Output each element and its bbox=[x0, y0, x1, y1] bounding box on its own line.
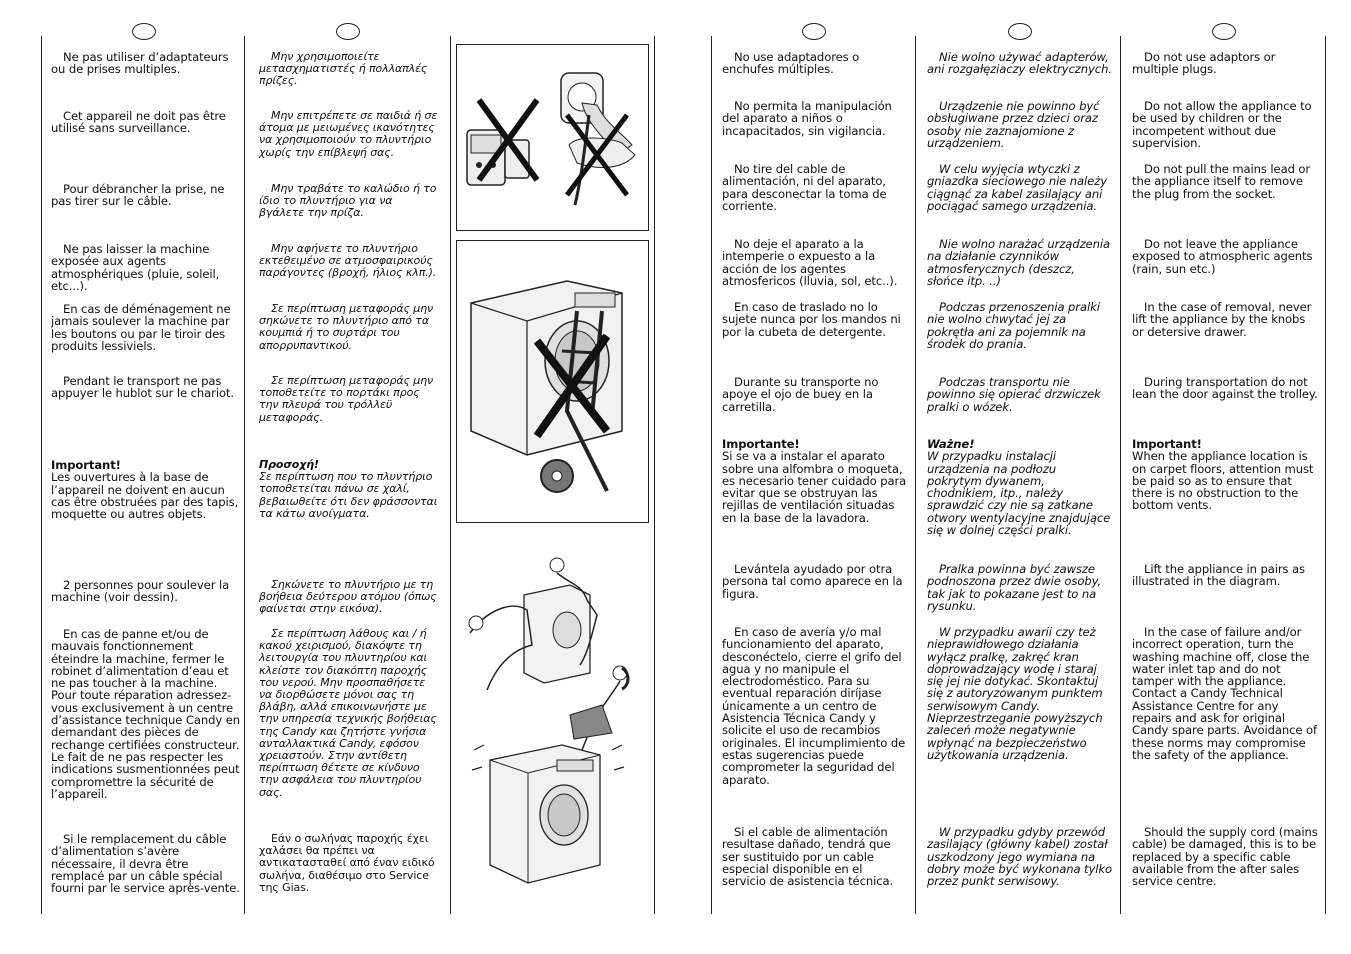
gr-item: Μην χρησιμοποιείτε μετασχηματιστές ή πολλαπλές πρίζες. bbox=[259, 50, 428, 88]
en-item: During transportation do not lean the door against the trolley. bbox=[1132, 375, 1318, 402]
column-polish bbox=[927, 51, 1113, 911]
es-item: No tire del cable de alimentación, ni del aparato, para desconectar la toma de corriente. bbox=[722, 162, 887, 213]
fr-item: Si le remplacement du câble d’alimentation s’avère nécessaire, il devra être remplacé par un câble spécial fourni par le service après-vente. bbox=[51, 832, 240, 896]
fr-item: Cet appareil ne doit pas être utilisé sans surveillance. bbox=[51, 109, 226, 136]
adaptor-plug-crossed-icon bbox=[467, 100, 537, 185]
en-item: In the case of failure and/or incorrect operation, turn the washing machine off, close the water inlet tap and do not tamper with the appliance. Contact a Candy Technical Assistance Centre for any repairs and ask for original Candy spare parts. Avoidance of these norms may compromise the safety of the appliance. bbox=[1132, 625, 1317, 762]
column-rule bbox=[41, 36, 42, 914]
gr-item: Μην αφήνετε το πλυντήριο εκτεθειμένο σε ατμοσφαιρικούς παράγοντες (βροχή, ήλιος κλπ.). bbox=[259, 242, 437, 280]
gr-item: Σε περίπτωση λάθους και / ή κακού χειρισμού, διακόψτε τη λειτουργία του πλυντηρίου και κλείστε τον διακόπτη παροχής του νερού. Μην προσπαθήσετε να διορθώσετε μόνοι σας τη βλάβη, αλλά επικοινωνήστε με την υπηρεσία τεχνικής βοήθειας της Candy και ζητήστε γνήσια ανταλλακτικά Candy, εφόσον χρειαστούν. Στην αντίθετη περίπτωση θέτετε σε κίνδυνο την ασφάλεια του πλυντηρίου σας. bbox=[259, 627, 437, 799]
fr-important-label: Important! bbox=[51, 458, 121, 472]
column-rule bbox=[711, 36, 712, 914]
pl-item: Podczas przenoszenia pralki nie wolno chwytać jej za pokrętła ani za pojemnik na środek do prania. bbox=[927, 300, 1100, 351]
pl-item: W przypadku awarii czy też nieprawidłowego działania wyłącz pralkę, zakręć kran doprowadzający wodę i staraj się jej nie dotykać. Skontaktuj się z autoryzowanym punktem serwisowym Candy. Nieprzestrzeganie powyższych zaleceń może negatywnie wpłynąć na bezpieczeństwo użytkowania urządzenia. bbox=[927, 625, 1103, 762]
gr-item: Σε περίπτωση που το πλυντήριο τοποθετείται πάνω σε χαλί, βεβαιωθείτε ότι δεν φράσσονται τα κάτω ανοίγματα. bbox=[259, 470, 438, 520]
en-item: Do not use adaptors or multiple plugs. bbox=[1132, 50, 1276, 77]
washer-icon bbox=[472, 745, 624, 883]
column-greek bbox=[259, 51, 439, 911]
es-item: Durante su transporte no apoye el ojo de buey en la carretilla. bbox=[722, 375, 879, 414]
pl-item: Nie wolno używać adapterów, ani rozgałęziaczy elektrycznych. bbox=[927, 50, 1112, 77]
es-item: En caso de traslado no lo sujete nunca por los mandos ni por la cubeta de detergente. bbox=[722, 300, 901, 339]
en-item: Should the supply cord (mains cable) be damaged, this is to be replaced by a specific cable available from the after sales service centre. bbox=[1132, 825, 1318, 889]
es-important-label: Importante! bbox=[722, 437, 800, 451]
washer-trolley-crossed-icon bbox=[471, 281, 622, 492]
pl-item: Nie wolno narażać urządzenia na działanie czynników atmosferycznych (deszcz, słońce itp. ..) bbox=[927, 237, 1110, 288]
gr-item: Σε περίπτωση μεταφοράς μην τοποθετείτε το πορτάκι προς την πλευρά του τρόλλεϋ μεταφοράς. bbox=[259, 374, 434, 424]
fr-item: Pour débrancher la prise, ne pas tirer sur le câble. bbox=[51, 182, 225, 209]
gr-item: Μην επιτρέπετε σε παιδιά ή σε άτομα με μειωμένες ικανότητες να χρησιμοποιούν το πλυντήριο χωρίς την επίβλεψή σας. bbox=[259, 109, 438, 159]
es-item: Levántela ayudado por otra persona tal como aparece en la figura. bbox=[722, 562, 903, 601]
gr-item: Σε περίπτωση μεταφοράς μην σηκώνετε το πλυντήριο από τα κουμπιά ή το συρτάρι του απορρυπαντικού. bbox=[259, 302, 434, 352]
illustration-plugs bbox=[456, 44, 649, 231]
language-marker bbox=[1008, 23, 1032, 40]
fr-item: 2 personnes pour soulever la machine (voir dessin). bbox=[51, 578, 230, 605]
fr-item: En cas de déménagement ne jamais soulever la machine par les boutons ou par le tiroir des produits lessiviels. bbox=[51, 302, 231, 353]
en-item: In the case of removal, never lift the appliance by the knobs or detersive drawer. bbox=[1132, 300, 1312, 339]
en-item: Do not pull the mains lead or the appliance itself to remove the plug from the socket. bbox=[1132, 162, 1311, 201]
gr-item: Εάν ο σωλήνας παροχής έχει χαλάσει θα πρέπει να αντικατασταθεί από έναν ειδικό σωλήνα, διαθέσιμο στο Service της Gias. bbox=[259, 832, 435, 894]
fr-item: Les ouvertures à la base de l’appareil ne doivent en aucun cas être obstruées par des tapis, moquette ou autres objets. bbox=[51, 470, 239, 522]
en-item: Lift the appliance in pairs as illustrated in the diagram. bbox=[1132, 562, 1305, 589]
pl-item: Urządzenie nie powinno być obsługiwane przez dzieci oraz osoby nie zaznajomione z urządzeniem. bbox=[927, 99, 1100, 150]
es-item: Si se va a instalar el aparato sobre una alfombra o moqueta, es necesario tener cuidado para evitar que se obstruyan las rejillas de ventilación situadas en la base de la lavadora. bbox=[722, 449, 907, 525]
es-item: No permita la manipulación del aparato a niños o incapacitados, sin vigilancia. bbox=[722, 99, 892, 138]
en-item: Do not leave the appliance exposed to atmospheric agents (rain, sun etc.) bbox=[1132, 237, 1313, 276]
column-rule bbox=[244, 36, 245, 914]
en-item: Do not allow the appliance to be used by children or the incompetent without due supervision. bbox=[1132, 99, 1312, 150]
gr-important-label: Προσοχή! bbox=[259, 458, 319, 471]
fr-item: Ne pas utiliser d’adaptateurs ou de prises multiples. bbox=[51, 50, 229, 77]
pl-item: Podczas transportu nie powinno się opierać drzwiczek pralki o wózek. bbox=[927, 375, 1101, 414]
fr-item: En cas de panne et/ou de mauvais fonctionnement éteindre la machine, fermer le robinet d’alimentation d’eau et ne pas toucher à la machine. Pour toute réparation adressez-vous exclusivement à un centre d’assistance technique Candy en demandant des pièces de rechange certifiées constructeur. Le fait de ne pas respecter les indications susmentionnées peut compromettre la sécurité de l’appareil. bbox=[51, 627, 241, 801]
es-item: En caso de avería y/o mal funcionamiento del aparato, desconéctelo, cierre el grifo del agua y no manipule el electrodoméstico. Para su eventual reparación diríjase únicamente a un centro de Asistencia Técnica Candy y solicite el uso de recambios originales. El incumplimiento de estas sugerencias puede comprometer la seguridad del aparato. bbox=[722, 625, 906, 787]
language-marker bbox=[336, 23, 360, 40]
column-rule bbox=[654, 36, 655, 914]
pl-item: W przypadku gdyby przewód zasilający (główny kabel) został uszkodzony jego wymiana na dobry może być wykonana tylko przez punkt serwisowy. bbox=[927, 825, 1112, 889]
pl-item: W celu wyjęcia wtyczki z gniazdka sieciowego nie należy ciągnąć za kabel zasilający ani pociągać samego urządzenia. bbox=[927, 162, 1107, 213]
fr-item: Ne pas laisser la machine exposée aux agents atmosphériques (pluie, soleil, etc...). bbox=[51, 242, 220, 293]
language-marker bbox=[1212, 23, 1236, 40]
column-spanish bbox=[722, 51, 908, 911]
illustration-trolley bbox=[456, 240, 649, 523]
language-marker bbox=[802, 23, 826, 40]
column-english bbox=[1132, 51, 1318, 911]
language-marker bbox=[132, 23, 156, 40]
column-rule bbox=[450, 36, 451, 914]
socket-pull-plug-icon bbox=[561, 73, 635, 205]
column-rule bbox=[915, 36, 916, 914]
illustration-lifting bbox=[462, 555, 642, 900]
pl-item: W przypadku instalacji urządzenia na podłozu pokrytym dywanem, chodnikiem, itp., należy sprawdzić czy nie są zatkane otwory wentylacyjne znajdujące się w dolnej części pralki. bbox=[927, 449, 1111, 538]
gr-item: Μην τραβάτε το καλώδιο ή το ίδιο το πλυντήριο για να βγάλετε την πρίζα. bbox=[259, 182, 437, 220]
gr-item: Σηκώνετε το πλυντήριο με τη βοήθεια δεύτερου ατόμου (όπως φαίνεται στην εικόνα). bbox=[259, 578, 437, 616]
column-french bbox=[51, 51, 241, 911]
phone-service-icon bbox=[570, 666, 628, 750]
pl-item: Pralka powinna być zawsze podnoszona przez dwie osoby, tak jak to pokazane jest to na rysunku. bbox=[927, 562, 1102, 613]
es-item: No deje el aparato a la intemperie o expuesto a la acción de los agentes atmosfericos (lluvia, sol, etc..). bbox=[722, 237, 898, 288]
en-important-label: Important! bbox=[1132, 437, 1202, 451]
es-item: No use adaptadores o enchufes múltiples. bbox=[722, 50, 860, 77]
fr-item: Pendant le transport ne pas appuyer le hublot sur le chariot. bbox=[51, 374, 234, 401]
en-item: When the appliance location is on carpet floors, attention must be paid so as to ensure that there is no obstruction to the bottom vents. bbox=[1132, 449, 1314, 513]
pl-important-label: Ważne! bbox=[927, 437, 975, 451]
two-people-lifting-icon bbox=[469, 558, 597, 690]
es-item: Si el cable de alimentación resultase dañado, tendrá que ser sustituido por un cable especial disponible en el servicio de asistencia técnica. bbox=[722, 825, 894, 889]
